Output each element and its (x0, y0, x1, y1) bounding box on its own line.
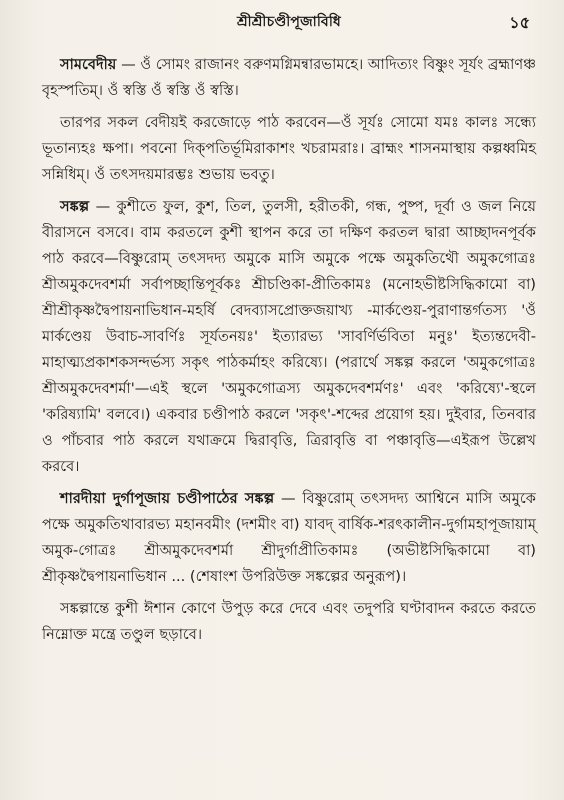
paragraph-lead: সামবেদীয় (60, 56, 117, 73)
paragraph-sankalpa (42, 194, 536, 480)
paragraph-lead: শারদীয়া দুর্গাপূজায় চণ্ডীপাঠের সঙ্কল্প (60, 490, 275, 507)
paragraph-sharadiya-sankalpa (42, 486, 536, 590)
paragraph-samavediya (42, 52, 536, 104)
paragraph-text: — বিষ্ণুরোম্ তৎসদদ্য আশ্বিনে মাসি অমুকে পক্ষে অমুকতিথাবারভ্য মহানবমীং (দশমীং বা) যাবদ্ বার্ষিক-শরৎকালীন-দুর্গামহাপূজায়াম্ অমুক-গোত্রঃ শ্রীঅমুকদেবশর্মা শ্রীদুর্গাপ্রীতিকামঃ (অভীষ্টসিদ্ধিকামো বা) শ্রীকৃষ্ণদ্বৈপায়নাভিধান ... (শেষাংশ উপরিউক্ত সঙ্কল্পের অনুরূপ)। (42, 490, 536, 585)
page-header (42, 8, 536, 42)
running-head: শ্রীশ্রীচণ্ডীপূজাবিধি (237, 14, 341, 30)
paragraph-text: তারপর সকল বেদীয়ই করজোড়ে পাঠ করবেন—ওঁ সূর্যঃ সোমো যমঃ কালঃ সন্ধ্যে ভূতান্যহঃ ক্ষপা। পবনো দিক্পতির্ভূমিরাকাশং খচরামরাঃ। ব্রাহ্মং শাসনমাস্থায় কল্পধ্বমিহ সন্নিধিম্। ওঁ তৎসদয়মারম্ভঃ শুভায় ভবতু। (42, 114, 536, 183)
paragraph-common-recitation (42, 110, 536, 188)
body-text (42, 52, 536, 648)
paragraph-after-sankalpa (42, 596, 536, 648)
paragraph-text: সঙ্কল্পান্তে কুশী ঈশান কোণে উপুড় করে দেবে এবং তদুপরি ঘণ্টাবাদন করতে করতে নিম্নোক্ত মন্ত্রে তণ্ডুল ছড়াবে। (42, 600, 536, 643)
paragraph-text: — ওঁ সোমং রাজানং বরুণমগ্নিমন্বারভামহে। আদিত্যং বিষ্ণুং সূর্যং ব্রহ্মাণঞ্চ বৃহস্পতিম্। ওঁ স্বস্তি ওঁ স্বস্তি ওঁ স্বস্তি। (42, 56, 536, 99)
page-number: ১৫ (509, 13, 530, 32)
paragraph-text: — কুশীতে ফুল, কুশ, তিল, তুলসী, হরীতকী, গন্ধ, পুষ্প, দূর্বা ও জল নিয়ে বীরাসনে বসবে। বাম করতলে কুশী স্থাপন করে তা দক্ষিণ করতল দ্বারা আচ্ছাদনপূর্বক পাঠ করবে—বিষ্ণুরোম্ তৎসদদ্য অমুকে মাসি অমুকে পক্ষে অমুকতিথৌ অমুকগোত্রঃ শ্রীঅমুকদেবশর্মা সর্বাপচ্ছান্তিপূর্বকঃ শ্রীচণ্ডিকা-প্রীতিকামঃ (মনোহভীষ্টসিদ্ধিকামো বা) শ্রীশ্রীকৃষ্ণদ্বৈপায়নাভিধান-মহর্ষি বেদব্যাসপ্রোক্তজয়াখ্য -মার্কণ্ডেয়-পুরাণান্তর্গতস্য 'ওঁ মার্কণ্ডেয় উবাচ-সাবর্ণিঃ সূর্যতনয়ঃ' ইত্যারভ্য 'সাবর্ণির্ভবিতা মনুঃ' ইত্যন্তদেবী-মাহাত্ম্যপ্রকাশকসন্দর্ভস্য সকৃৎ পাঠকর্মাহং করিষ্যে। (পরার্থে সঙ্কল্প করলে 'অমুকগোত্রঃ শ্রীঅমুকদেবশর্মা'—এই স্থলে 'অমুকগোত্রস্য অমুকদেবশর্মণঃ' এবং 'করিষ্যে'-স্থলে 'করিষ্যামি' বলবে।) একবার চণ্ডীপাঠ করলে 'সকৃৎ'-শব্দের প্রয়োগ হয়। দুইবার, তিনবার ও পাঁচবার পাঠ করলে যথাক্রমে দ্বিরাবৃত্তি, ত্রিরাবৃত্তি বা পঞ্চাবৃত্তি—এইরূপ উল্লেখ করবে। (42, 198, 536, 475)
paragraph-lead: সঙ্কল্প (60, 198, 90, 215)
